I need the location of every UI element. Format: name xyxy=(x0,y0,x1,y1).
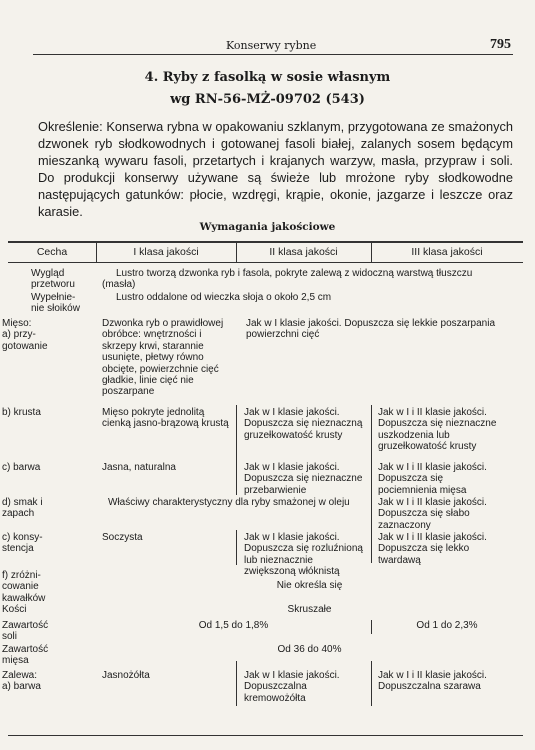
table-bottom-rule xyxy=(8,735,523,736)
konsystencja-class-3: Jak w I i II klasie jakości. Dopuszcza się lekko twardawą xyxy=(378,532,487,566)
feature-zroznicowanie: f) zróżni- cowanie kawałków xyxy=(2,570,46,604)
wypelnienie-all-classes: Lustro oddalone od wieczka słoja o około 2,5 cm xyxy=(116,292,332,303)
krusta-class-1: Mięso pokryte jednolitą cienką jasno-brązową krustą xyxy=(102,407,229,430)
divider-zalewa-c2 xyxy=(371,661,372,706)
col-header-cecha: Cecha xyxy=(36,246,68,258)
running-title: Konserwy rybne xyxy=(226,39,317,52)
feature-krusta: b) krusta xyxy=(2,407,41,418)
requirements-title: Wymagania jakościowe xyxy=(199,221,336,233)
krusta-class-3: Jak w I i II klasie jakości. Dopuszcza się nieznaczne uszkodzenia lub gruzełkowatość krusty xyxy=(378,407,497,453)
feature-zalewa-barwa: Zalewa: a) barwa xyxy=(2,670,41,693)
table-header-rule xyxy=(8,262,523,263)
feature-wypelnienie: Wypełnie- nie słoików xyxy=(31,292,80,315)
divider-krusta-c2 xyxy=(371,405,372,563)
section-subtitle: wg RN-56-MŻ-09702 (543) xyxy=(170,92,365,107)
mieso-class-1: Dzwonka ryb o prawidłowej obróbce: wnętrzności i skrzepy krwi, starannie usunięte, płetwy równo obcięte, powierzchnie cięć gładkie, linie cięć nie poszarpane xyxy=(102,318,224,398)
sol-class-1-2: Od 1,5 do 1,8% xyxy=(198,620,269,631)
divider-konsystencja-c1 xyxy=(236,530,237,565)
col-header-class-1: I klasa jakości xyxy=(133,246,199,258)
feature-smak: d) smak i zapach xyxy=(2,497,43,520)
krusta-class-2: Jak w I klasie jakości. Dopuszcza się nieznaczną gruzełkowatość krusty xyxy=(244,407,363,441)
feature-konsystencja: c) konsy- stencja xyxy=(2,532,43,555)
page-number: 795 xyxy=(490,37,511,52)
col-header-class-2: II klasa jakości xyxy=(269,246,338,258)
kosci-all-classes: Skruszałe xyxy=(287,604,332,615)
miesa-all-classes: Od 36 do 40% xyxy=(277,644,342,655)
section-title: 4. Ryby z fasolką w sosie własnym xyxy=(144,70,391,85)
table-top-rule xyxy=(8,241,523,243)
smak-class-1-2: Właściwy charakterystyczny dla ryby smażonej w oleju xyxy=(108,497,350,508)
zalewa-class-2: Jak w I klasie jakości. Dopuszczalna kremowożółta xyxy=(244,670,340,704)
mieso-class-2-3: Jak w I klasie jakości. Dopuszcza się lekkie poszarpania powierzchni cięć xyxy=(246,318,495,341)
konsystencja-class-1: Soczysta xyxy=(102,532,143,543)
feature-mieso-przygotowanie: Mięso: a) przy- gotowanie xyxy=(2,318,48,352)
wyglad-all-classes: Lustro tworzą dzwonka ryb i fasola, pokryte zalewą z widoczną warstwą tłuszczu (masła) xyxy=(102,268,473,291)
konsystencja-class-2: Jak w I klasie jakości. Dopuszcza się rozluźnioną lub nieznacznie zwiększoną włóknistą xyxy=(244,532,363,578)
feature-barwa: c) barwa xyxy=(2,462,41,473)
page-header xyxy=(33,38,513,55)
barwa-class-2: Jak w I klasie jakości. Dopuszcza się nieznaczne przebarwienie xyxy=(244,462,363,496)
feature-wyglad: Wygląd przetworu xyxy=(31,268,75,291)
zroznicowanie-all-classes: Nie określa się xyxy=(276,580,343,591)
barwa-class-1: Jasna, naturalna xyxy=(102,462,176,473)
feature-miesa: Zawartość mięsa xyxy=(2,644,49,667)
definition-paragraph: Określenie: Konserwa rybna w opakowaniu szklanym, przygotowana ze smażonych dzwonek ryb słodkowodnych i gotowanej fasoli białej, zalanych sosem będącym mieszanką wywaru fasoli, przetartych i krajanych warzyw, masła, przypraw i soli. Do produkcji konserwy używane są świeże lub mrożone ryby słodkowodne następujących gatunków: płocie, wzdręgi, krąpie, okonie, jazgarze i leszcze oraz karasie. xyxy=(38,119,513,219)
col-header-class-3: III klasa jakości xyxy=(411,246,483,258)
divider-zalewa-c1 xyxy=(236,661,237,706)
barwa-class-3: Jak w I i II klasie jakości. Dopuszcza się pociemnienia mięsa xyxy=(378,462,487,496)
zalewa-class-1: Jasnożółta xyxy=(102,670,150,681)
feature-kosci: Kości xyxy=(2,604,27,615)
smak-class-3: Jak w I i II klasie jakości. Dopuszcza się słabo zaznaczony xyxy=(378,497,487,531)
sol-class-3: Od 1 do 2,3% xyxy=(416,620,478,631)
feature-sol: Zawartość soli xyxy=(2,620,49,643)
zalewa-class-3: Jak w I i II klasie jakości. Dopuszczalna szarawa xyxy=(378,670,487,693)
divider-krusta-c1 xyxy=(236,405,237,495)
